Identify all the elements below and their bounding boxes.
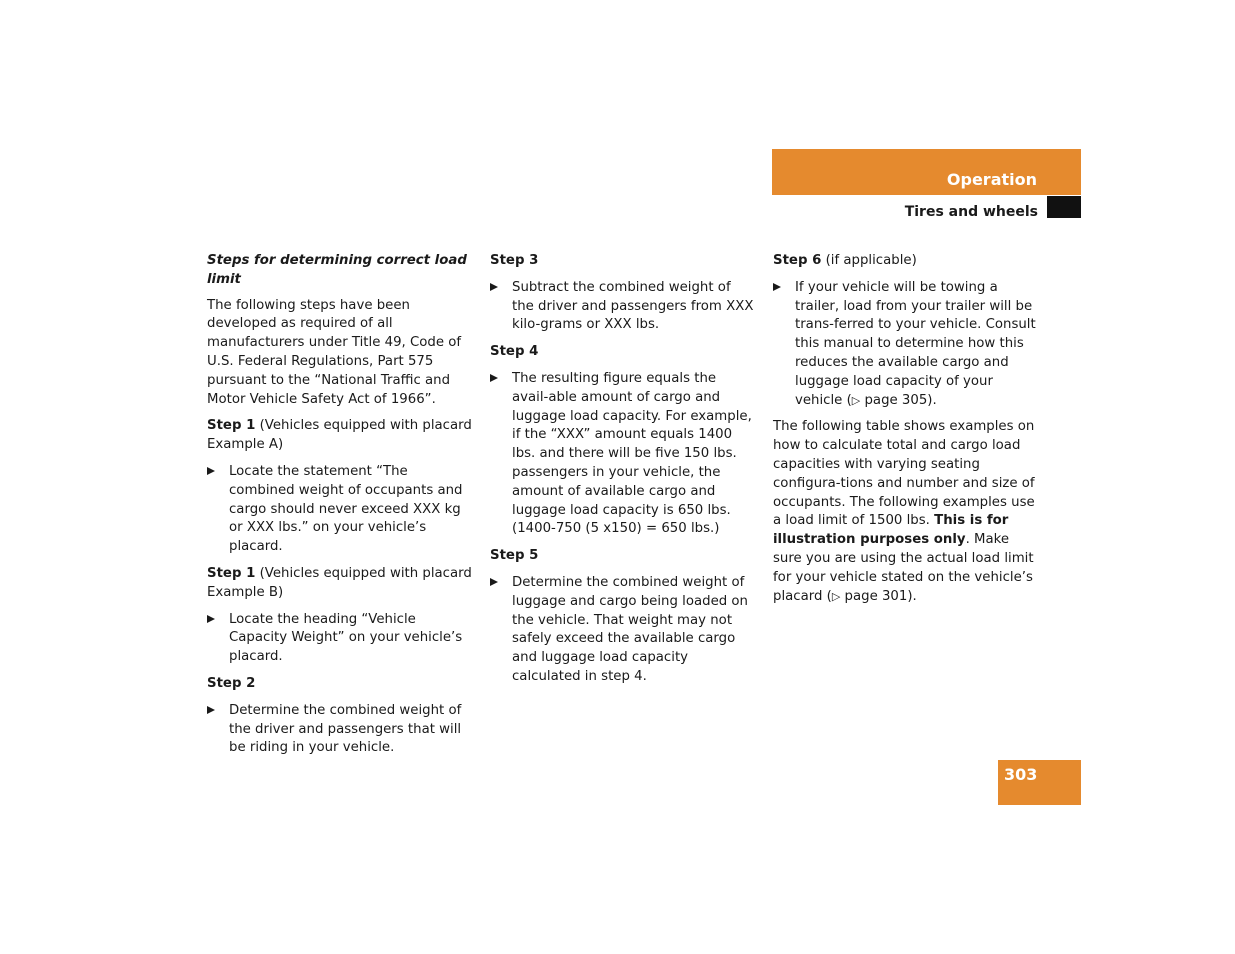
paragraph-text: The following table shows examples on how to calculate total and cargo load capacities with varying seating configura-tions and number and size of occupants. The following examples use a load limit of 1500 lbs. [773, 419, 1035, 529]
section-tab-marker [1047, 196, 1081, 218]
instruction-text: If your vehicle will be towing a trailer, load from your trailer will be trans-ferred to your vehicle. Consult this manual to determine how this reduces the available cargo and luggage load capacity of your vehicle ( [795, 279, 1036, 408]
instruction-text: The resulting figure equals the avail-able amount of cargo and luggage load capacity. For example, if the “XXX” amount equals 1400 lbs. and there will be five 150 lbs. passengers in your vehicle, the amount of available cargo and luggage load capacity is 650 lbs. (1400-750 (5 x150) = 650 lbs.) [512, 370, 752, 537]
step-label: Step 1 [207, 418, 256, 434]
step-label: Step 2 [207, 675, 256, 691]
subsection-title: Tires and wheels [904, 204, 1038, 220]
step-2-instruction [207, 702, 472, 758]
step-1b-heading [207, 565, 472, 603]
page-ref-icon: ▷ [851, 393, 861, 407]
column-2 [490, 252, 755, 695]
page-ref-text: page 305). [860, 392, 937, 408]
bullet-arrow-icon [490, 578, 498, 586]
page-ref-icon: ▷ [831, 589, 841, 603]
emphasis-text: This is for illustration purposes only [773, 513, 1009, 548]
step-1a-instruction [207, 463, 472, 557]
step-qualifier: (if applicable) [821, 253, 917, 268]
step-5-instruction [490, 574, 755, 687]
step-4-heading [490, 343, 755, 362]
instruction-text: Locate the heading “Vehicle Capacity Weight” on your vehicle’s placard. [229, 611, 463, 665]
step-label: Step 4 [490, 344, 539, 360]
step-label: Step 1 [207, 565, 256, 581]
bullet-arrow-icon [207, 467, 215, 475]
page-number: 303 [1004, 765, 1038, 784]
step-label: Step 3 [490, 253, 539, 268]
bullet-arrow-icon [207, 706, 215, 714]
paragraph-text: . Make sure you are using the actual load limit for your vehicle stated on the vehicle’s placard ( [773, 532, 1034, 604]
instruction-text: Determine the combined weight of luggage and cargo being loaded on the vehicle. That weight may not safely exceed the available cargo and luggage load capacity calculated in step 4. [512, 574, 748, 684]
step-1a-heading [207, 417, 472, 455]
step-6-instruction [773, 279, 1038, 411]
step-qualifier: (Vehicles equipped with placard Example A) [207, 418, 472, 453]
step-3-heading [490, 252, 755, 271]
instruction-text: Determine the combined weight of the driver and passengers that will be riding in your vehicle. [229, 702, 462, 756]
bullet-arrow-icon [490, 374, 498, 382]
page-number-box [998, 760, 1081, 805]
step-2-heading [207, 675, 472, 694]
step-label: Step 5 [490, 548, 539, 564]
step-4-instruction [490, 370, 755, 539]
section-header [772, 149, 1081, 195]
column-1 [207, 252, 472, 766]
example-paragraph [773, 418, 1038, 606]
section-title: Operation [946, 170, 1037, 189]
step-6-heading [773, 252, 1038, 271]
step-1b-instruction [207, 611, 472, 667]
step-3-instruction [490, 279, 755, 335]
page-ref-text: page 301). [840, 588, 917, 604]
column-3 [773, 252, 1038, 614]
bullet-arrow-icon [490, 283, 498, 291]
bullet-arrow-icon [773, 283, 781, 291]
instruction-text: Subtract the combined weight of the driver and passengers from XXX kilo-grams or XXX lbs. [512, 279, 754, 333]
step-qualifier: (Vehicles equipped with placard Example B) [207, 565, 472, 600]
intro-paragraph: The following steps have been developed as required of all manufacturers under Title 49, Code of U.S. Federal Regulations, Part 575 pursuant to the “National Traffic and Motor Vehicle Safety Act of 1966”. [207, 297, 462, 407]
subsection-header [772, 196, 1047, 218]
step-5-heading [490, 547, 755, 566]
instruction-text: Locate the statement “The combined weight of occupants and cargo should never exceed XXX kg or XXX lbs.” on your vehicle’s placard. [229, 463, 463, 555]
section-heading: Steps for determining correct load limit [207, 253, 467, 287]
step-label: Step 6 [773, 253, 822, 268]
bullet-arrow-icon [207, 615, 215, 623]
